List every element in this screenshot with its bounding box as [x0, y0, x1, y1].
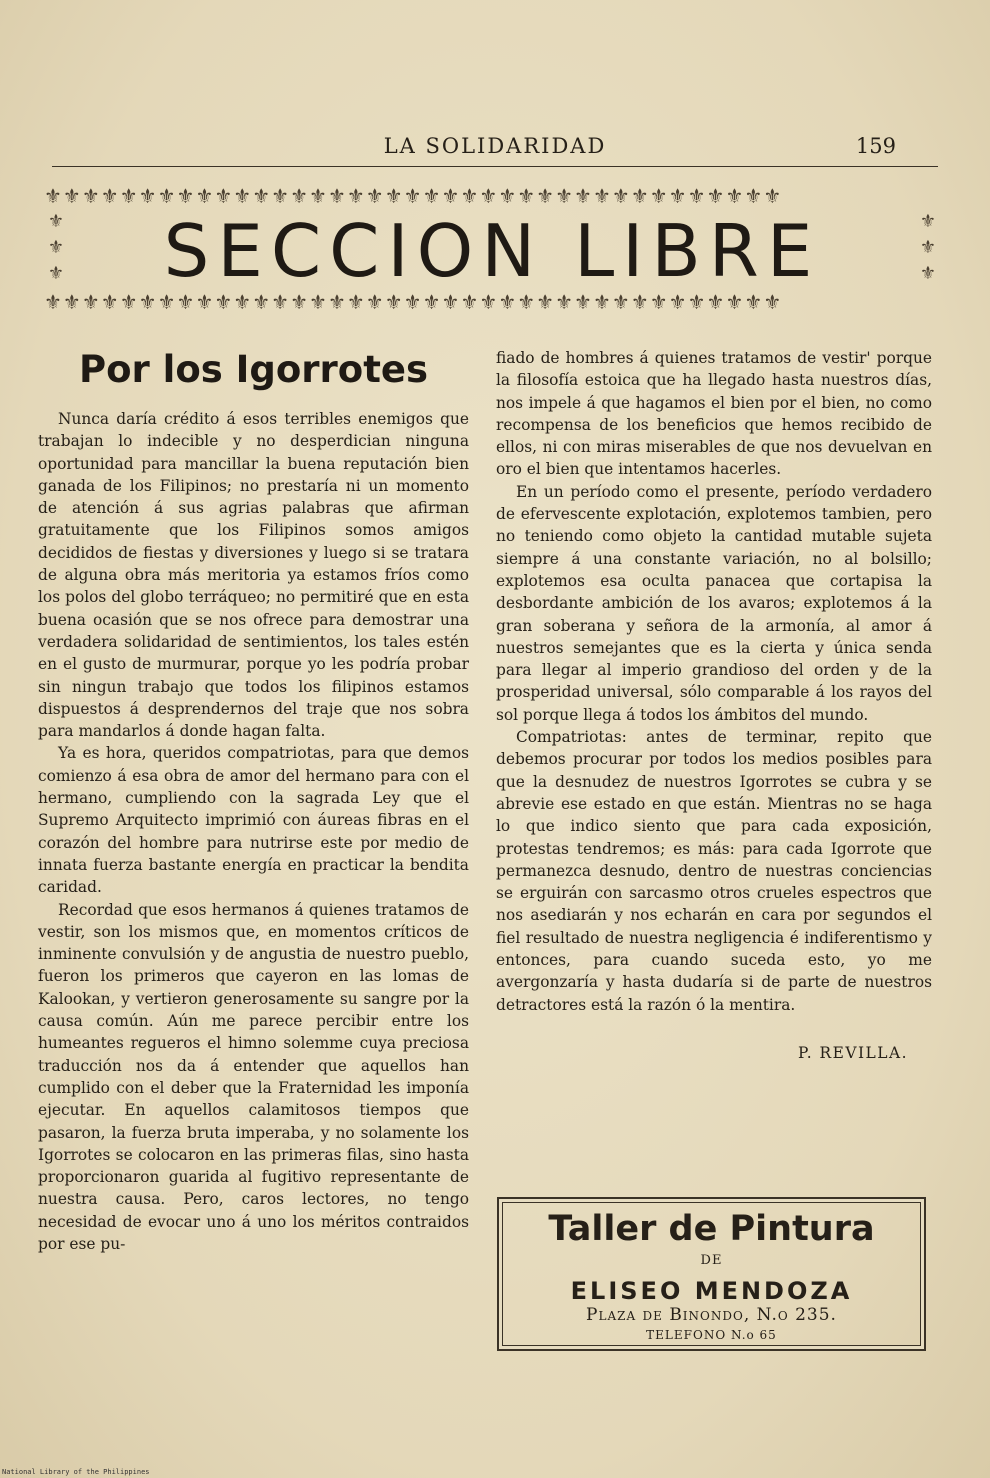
column-right [496, 347, 932, 1064]
article-title: Por los Igorrotes [78, 348, 429, 391]
ad-de: DE [700, 1253, 723, 1268]
section-banner [44, 185, 940, 315]
advertisement-box [497, 1197, 926, 1351]
ornament-border-left: ⚜ ⚜ ⚜ [47, 211, 65, 284]
ornament-border-bottom: ⚜⚜⚜⚜⚜⚜⚜⚜⚜⚜⚜⚜⚜⚜⚜⚜⚜⚜⚜⚜⚜⚜⚜⚜⚜⚜⚜⚜⚜⚜⚜⚜⚜⚜⚜⚜⚜⚜⚜ [44, 291, 783, 313]
ad-name: ELISEO MENDOZA [570, 1277, 853, 1305]
publication-title: LA SOLIDARIDAD [383, 134, 607, 158]
paragraph: Ya es hora, queridos compatriotas, para que demos comienzo á esa obra de amor del hermano para con el hermano, cumpliendo con la sagrada Ley que el Supremo Arquitecto imprimió con áureas fibras en el corazón del hombre para nutrirse este por medio de innata fuerza bastante energía en practicar la bendita caridad. [38, 744, 469, 897]
paragraph: En un período como el presente, período verdadero de efervescente explotación, explotemos tambien, pero no teniendo como objeto la cantidad mutable sujeta siempre á una constante variación, no al bolsillo; explotemos esa oculta panacea que cortapisa la desbordante ambición de los avaros; explotemos á la gran soberana y señora de la armonía, al amor á nuestros semejantes que es la cierta y única senda para llegar al imperio grandioso del orden y de la prosperidad universal, sólo comparable á los rayos del sol porque llega á todos los ámbitos del mundo. [496, 482, 932, 724]
paragraph: Compatriotas: antes de terminar, repito que debemos procurar por todos los medios posibles para que la desnudez de nuestros Igorrotes se cubra y se abrevie ese estado en que están. Mientras no se haga lo que indico siento que para cada exposición, protestas tendremos; es más: para cada Igorrote que permanezca desnudo, dentro de nuestras conciencias se erguirán con sarcasmo otros crueles espectros que nos asediarán y nos echarán en cara por segundos el fiel resultado de nuestra negligencia é indiferentismo y entonces, para cuando suceda esto, yo me avergonzaría y hasta dudaría si de parte de nuestros detractores está la razón ó la mentira. [496, 728, 932, 1014]
section-title: SECCION LIBRE [163, 209, 821, 293]
digitization-credit: National Library of the Philippines [2, 1468, 150, 1476]
ad-telephone: TELEFONO N.o 65 [646, 1328, 777, 1342]
column-left [38, 345, 469, 1255]
paragraph-continuation: fiado de hombres á quienes tratamos de vestir' porque la filosofía estoica que ha llegado hasta nuestros días, nos impele á que hagamos el bien por el bien, no como recompensa de los beneficios que hemos recibido de ellos, ni con miras miserables de que nos devuelvan en oro el bien que intentamos hacerles. [496, 349, 932, 479]
ad-title: Taller de Pintura [548, 1209, 875, 1249]
ad-address: Plaza de Binondo, N.o 235. [586, 1305, 837, 1325]
page-number: 159 [855, 134, 896, 158]
ornament-border-right: ⚜ ⚜ ⚜ [919, 211, 937, 284]
author-signature: P. REVILLA. [798, 1043, 908, 1062]
paragraph: Recordad que esos hermanos á quienes tratamos de vestir, son los mismos que, en momentos críticos de inminente convulsión y de angustia de nuestro pueblo, fueron los primeros que cayeron en las lomas de Kalookan, y vertieron generosamente su sangre por la causa común. Aún me parece percibir entre los humeantes regueros el himno solemme cuya preciosa traducción nos da á entender que aquellos han cumplido con el deber que la Fraternidad les imponía ejecutar. En aquellos calamitosos tiempos que pasaron, la fuerza bruta imperaba, y no solamente los Igorrotes se colocaron en las primeras filas, sino hasta proporcionaron guarida al fugitivo representante de nuestra causa. Pero, caros lectores, no tengo necesidad de evocar uno á uno los méritos contraidos por ese pu- [38, 900, 469, 1253]
running-header [52, 134, 938, 167]
ornament-border-top: ⚜⚜⚜⚜⚜⚜⚜⚜⚜⚜⚜⚜⚜⚜⚜⚜⚜⚜⚜⚜⚜⚜⚜⚜⚜⚜⚜⚜⚜⚜⚜⚜⚜⚜⚜⚜⚜⚜⚜ [44, 185, 783, 207]
paragraph: Nunca daría crédito á esos terribles enemigos que trabajan lo indecible y no desperdician ninguna oportunidad para mancillar la buena reputación bien ganada de los Filipinos; no prestaría ni un momento de atención á sus agrias palabras que afirman gratuitamente que los Filipinos somos amigos decididos de fiestas y diversiones y luego si se tratara de alguna obra más meritoria ya estamos fríos como los polos del globo terráqueo; no permitiré que en esta buena ocasión que se nos ofrece para demostrar una verdadera solidaridad de sentimientos, los tales estén en el gusto de murmurar, porque yo les podría probar sin ningun trabajo que todos los filipinos estamos dispuestos á desprendernos del traje que nos sobra para mandarlos á donde hagan falta. [38, 410, 469, 741]
